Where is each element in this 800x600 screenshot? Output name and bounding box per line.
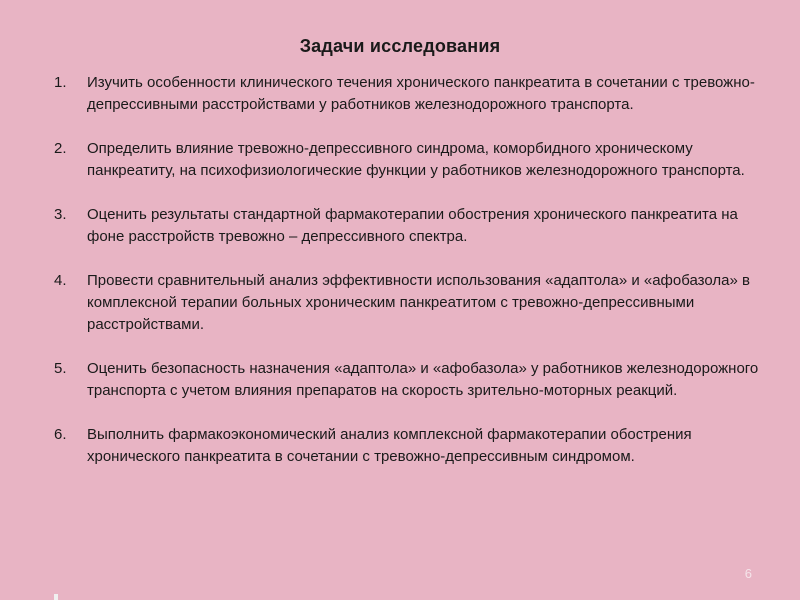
- task-item: [48, 270, 768, 336]
- task-item: [48, 138, 768, 182]
- task-item: [48, 424, 768, 468]
- task-number: 6.: [54, 426, 67, 443]
- corner-mark: [54, 594, 58, 600]
- task-number: 3.: [54, 206, 67, 223]
- task-text: Изучить особенности клинического течения хронического панкреатита в сочетании с тревожно-депрессивными расстройствами у работников железнодорожного транспорта.: [87, 74, 755, 113]
- task-text: Оценить безопасность назначения «адаптола» и «афобазола» у работников железнодорожного транспорта с учетом влияния препаратов на скорость зрительно-моторных реакций.: [87, 360, 759, 399]
- task-text: Провести сравнительный анализ эффективности использования «адаптола» и «афобазола» в комплексной терапии больных хроническим панкреатитом с тревожно-депрессивными расстройствами.: [87, 272, 750, 333]
- task-number: 5.: [54, 360, 67, 377]
- task-item: [48, 72, 768, 116]
- task-list: [48, 72, 768, 468]
- task-item: [48, 204, 768, 248]
- task-number: 4.: [54, 272, 67, 289]
- slide-title: Задачи исследования: [299, 36, 501, 56]
- task-item: [48, 358, 768, 402]
- task-number: 2.: [54, 140, 67, 157]
- task-text: Оценить результаты стандартной фармакотерапии обострения хронического панкреатита на фоне расстройств тревожно – депрессивного спектра.: [87, 206, 738, 245]
- task-text: Определить влияние тревожно-депрессивного синдрома, коморбидного хроническому панкреатиту, на психофизиологические функции у работников железнодорожного транспорта.: [87, 140, 745, 179]
- task-number: 1.: [54, 74, 67, 91]
- task-text: Выполнить фармакоэкономический анализ комплексной фармакотерапии обострения хронического панкреатита в сочетании с тревожно-депрессивным синдромом.: [87, 426, 692, 465]
- page-number: 6: [744, 566, 752, 581]
